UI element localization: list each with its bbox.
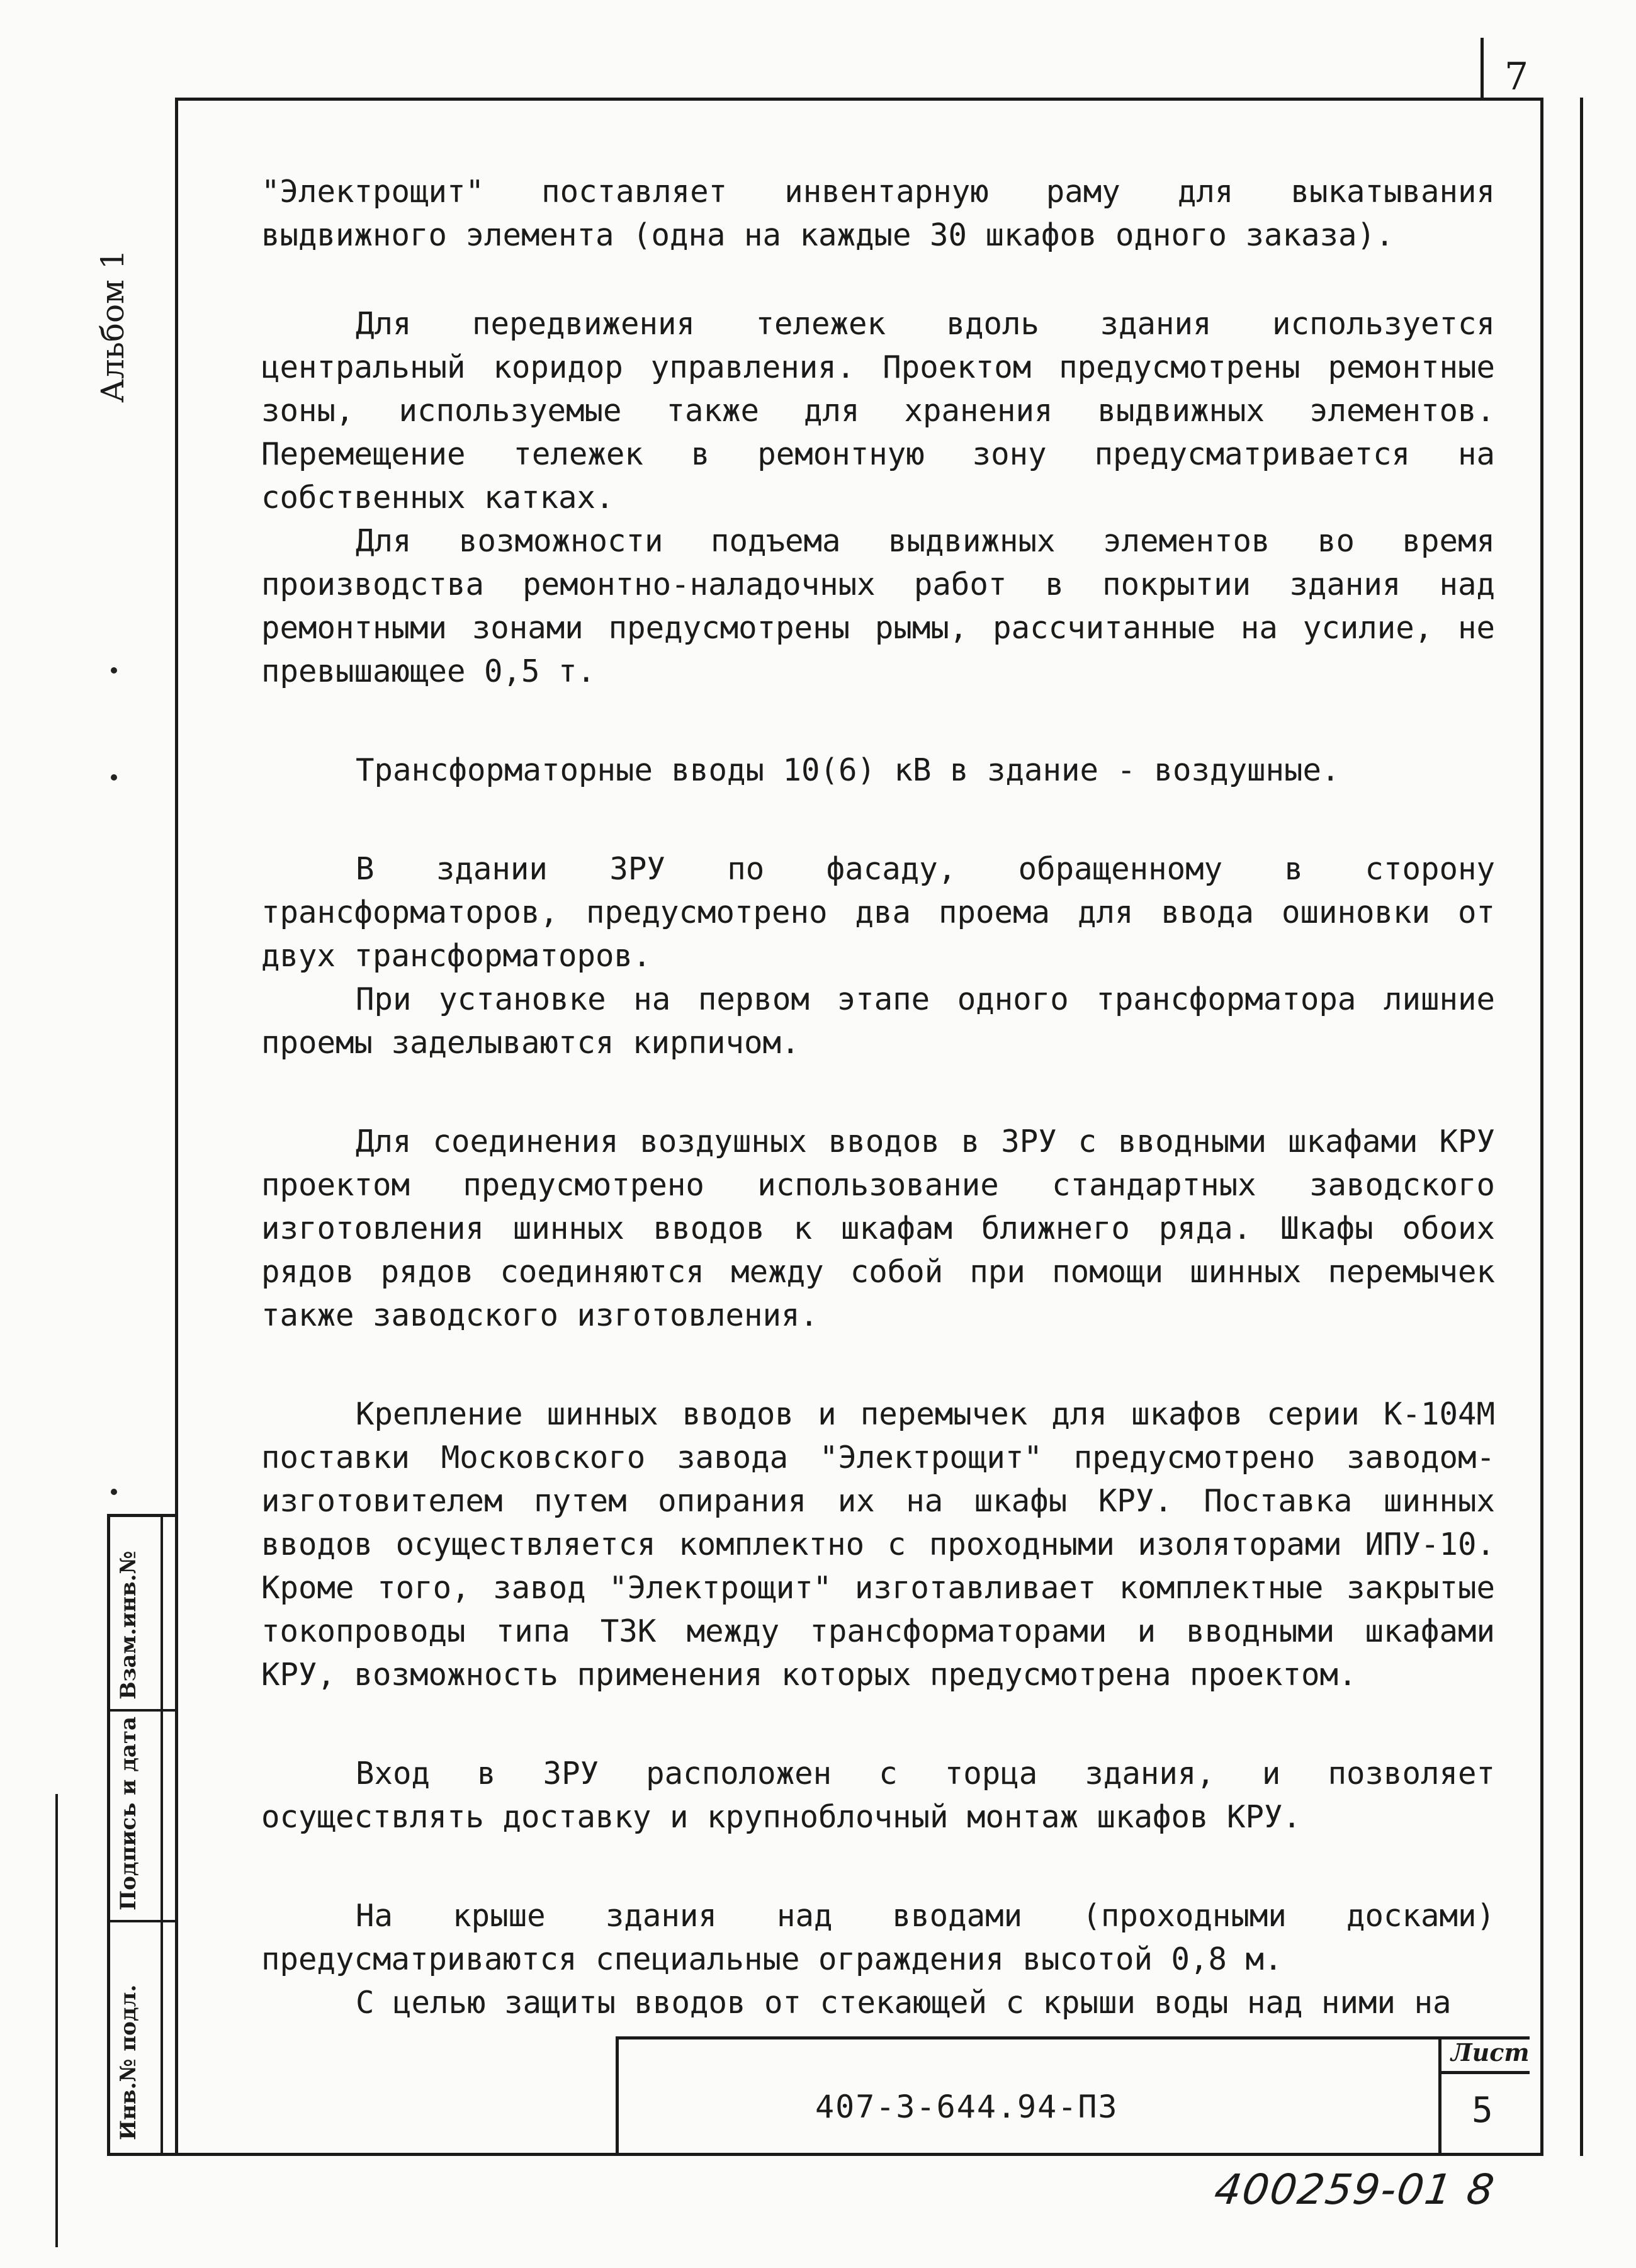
sheet-box-divider [1438,2071,1530,2074]
handwritten-note: 400259-01 8 [1211,2165,1499,2214]
paragraph: Для возможности подъема выдвижных элементов во время производства ремонтно-наладочных работ в покрытии здания над ремонтными зонами предусмотрены рымы, рассчитанные на усилие, не превышающее 0,5 т. [261,523,1495,689]
stamp-inv-replace: Взам.инв.№ [116,1550,141,1700]
paragraph: Вход в ЗРУ расположен с торца здания, и позволяет осуществлять доставку и крупноблочный монтаж шкафов КРУ. [261,1756,1495,1835]
margin-dot [111,774,117,781]
paragraph: "Электрощит" поставляет инвентарную раму для выкатывания выдвижного элемента (одна на каждые 30 шкафов одного заказа). [261,174,1495,253]
top-sheet-box [1481,38,1583,101]
stamp-signature-date: Подпись и дата [116,1716,141,1910]
document-body [261,170,1495,2024]
binding-line [55,1794,58,2247]
paragraph: Трансформаторные вводы 10(6) кВ в здание - воздушные. [356,752,1340,788]
frame-outer-right-line [1580,98,1583,2156]
paragraph: Для передвижения тележек вдоль здания используется центральный коридор управления. Проектом предусмотрены ремонтные зоны, используемые также для хранения выдвижных элементов. Перемещение тележек в ремонтную зону предусматривается на собственных катках. [261,306,1495,516]
stamp-inv-original: Инв.№ подл. [116,1984,141,2140]
paragraph: Для соединения воздушных вводов в ЗРУ с вводными шкафами КРУ проектом предусмотрено использование стандартных заводского изготовления шинных вводов к шкафам ближнего ряда. Шкафы обоих рядов рядов соединяются между собой при помощи шинных перемычек также заводского изготовления. [261,1124,1495,1333]
sheet-label: Лист [1451,2038,1530,2067]
sheet-number: 5 [1472,2090,1493,2131]
top-sheet-number: 7 [1504,55,1529,99]
margin-dot [111,667,117,674]
paragraph: Крепление шинных вводов и перемычек для шкафов серии К-104М поставки Московского завода "Электрощит" предусмотрено заводом-изготовителем путем опирания их на шкафы КРУ. Поставка шинных вводов осуществляется комплектно с проходными изоляторами ИПУ-10. Кроме того, завод "Электрощит" изготавливает комплектные закрытые токопроводы типа ТЗК между трансформаторами и вводными шкафами КРУ, возможность применения которых предусмотрена проектом. [261,1396,1495,1693]
margin-dot [111,1489,117,1495]
paragraph: В здании ЗРУ по фасаду, обращенному в сторону трансформаторов, предусмотрено два проема для ввода ошиновки от двух трансформаторов. [261,851,1495,974]
document-code: 407-3-644.94-ПЗ [815,2089,1119,2125]
paragraph: На крыше здания над вводами (проходными досками) предусматриваются специальные ограждения высотой 0,8 м. [261,1898,1495,1977]
paragraph: При установке на первом этапе одного трансформатора лишние проемы заделываются кирпичом. [261,981,1495,1061]
paragraph: С целью защиты вводов от стекающей с крыши воды над ними на [356,1985,1452,2021]
side-album-label: Альбом 1 [94,249,131,403]
